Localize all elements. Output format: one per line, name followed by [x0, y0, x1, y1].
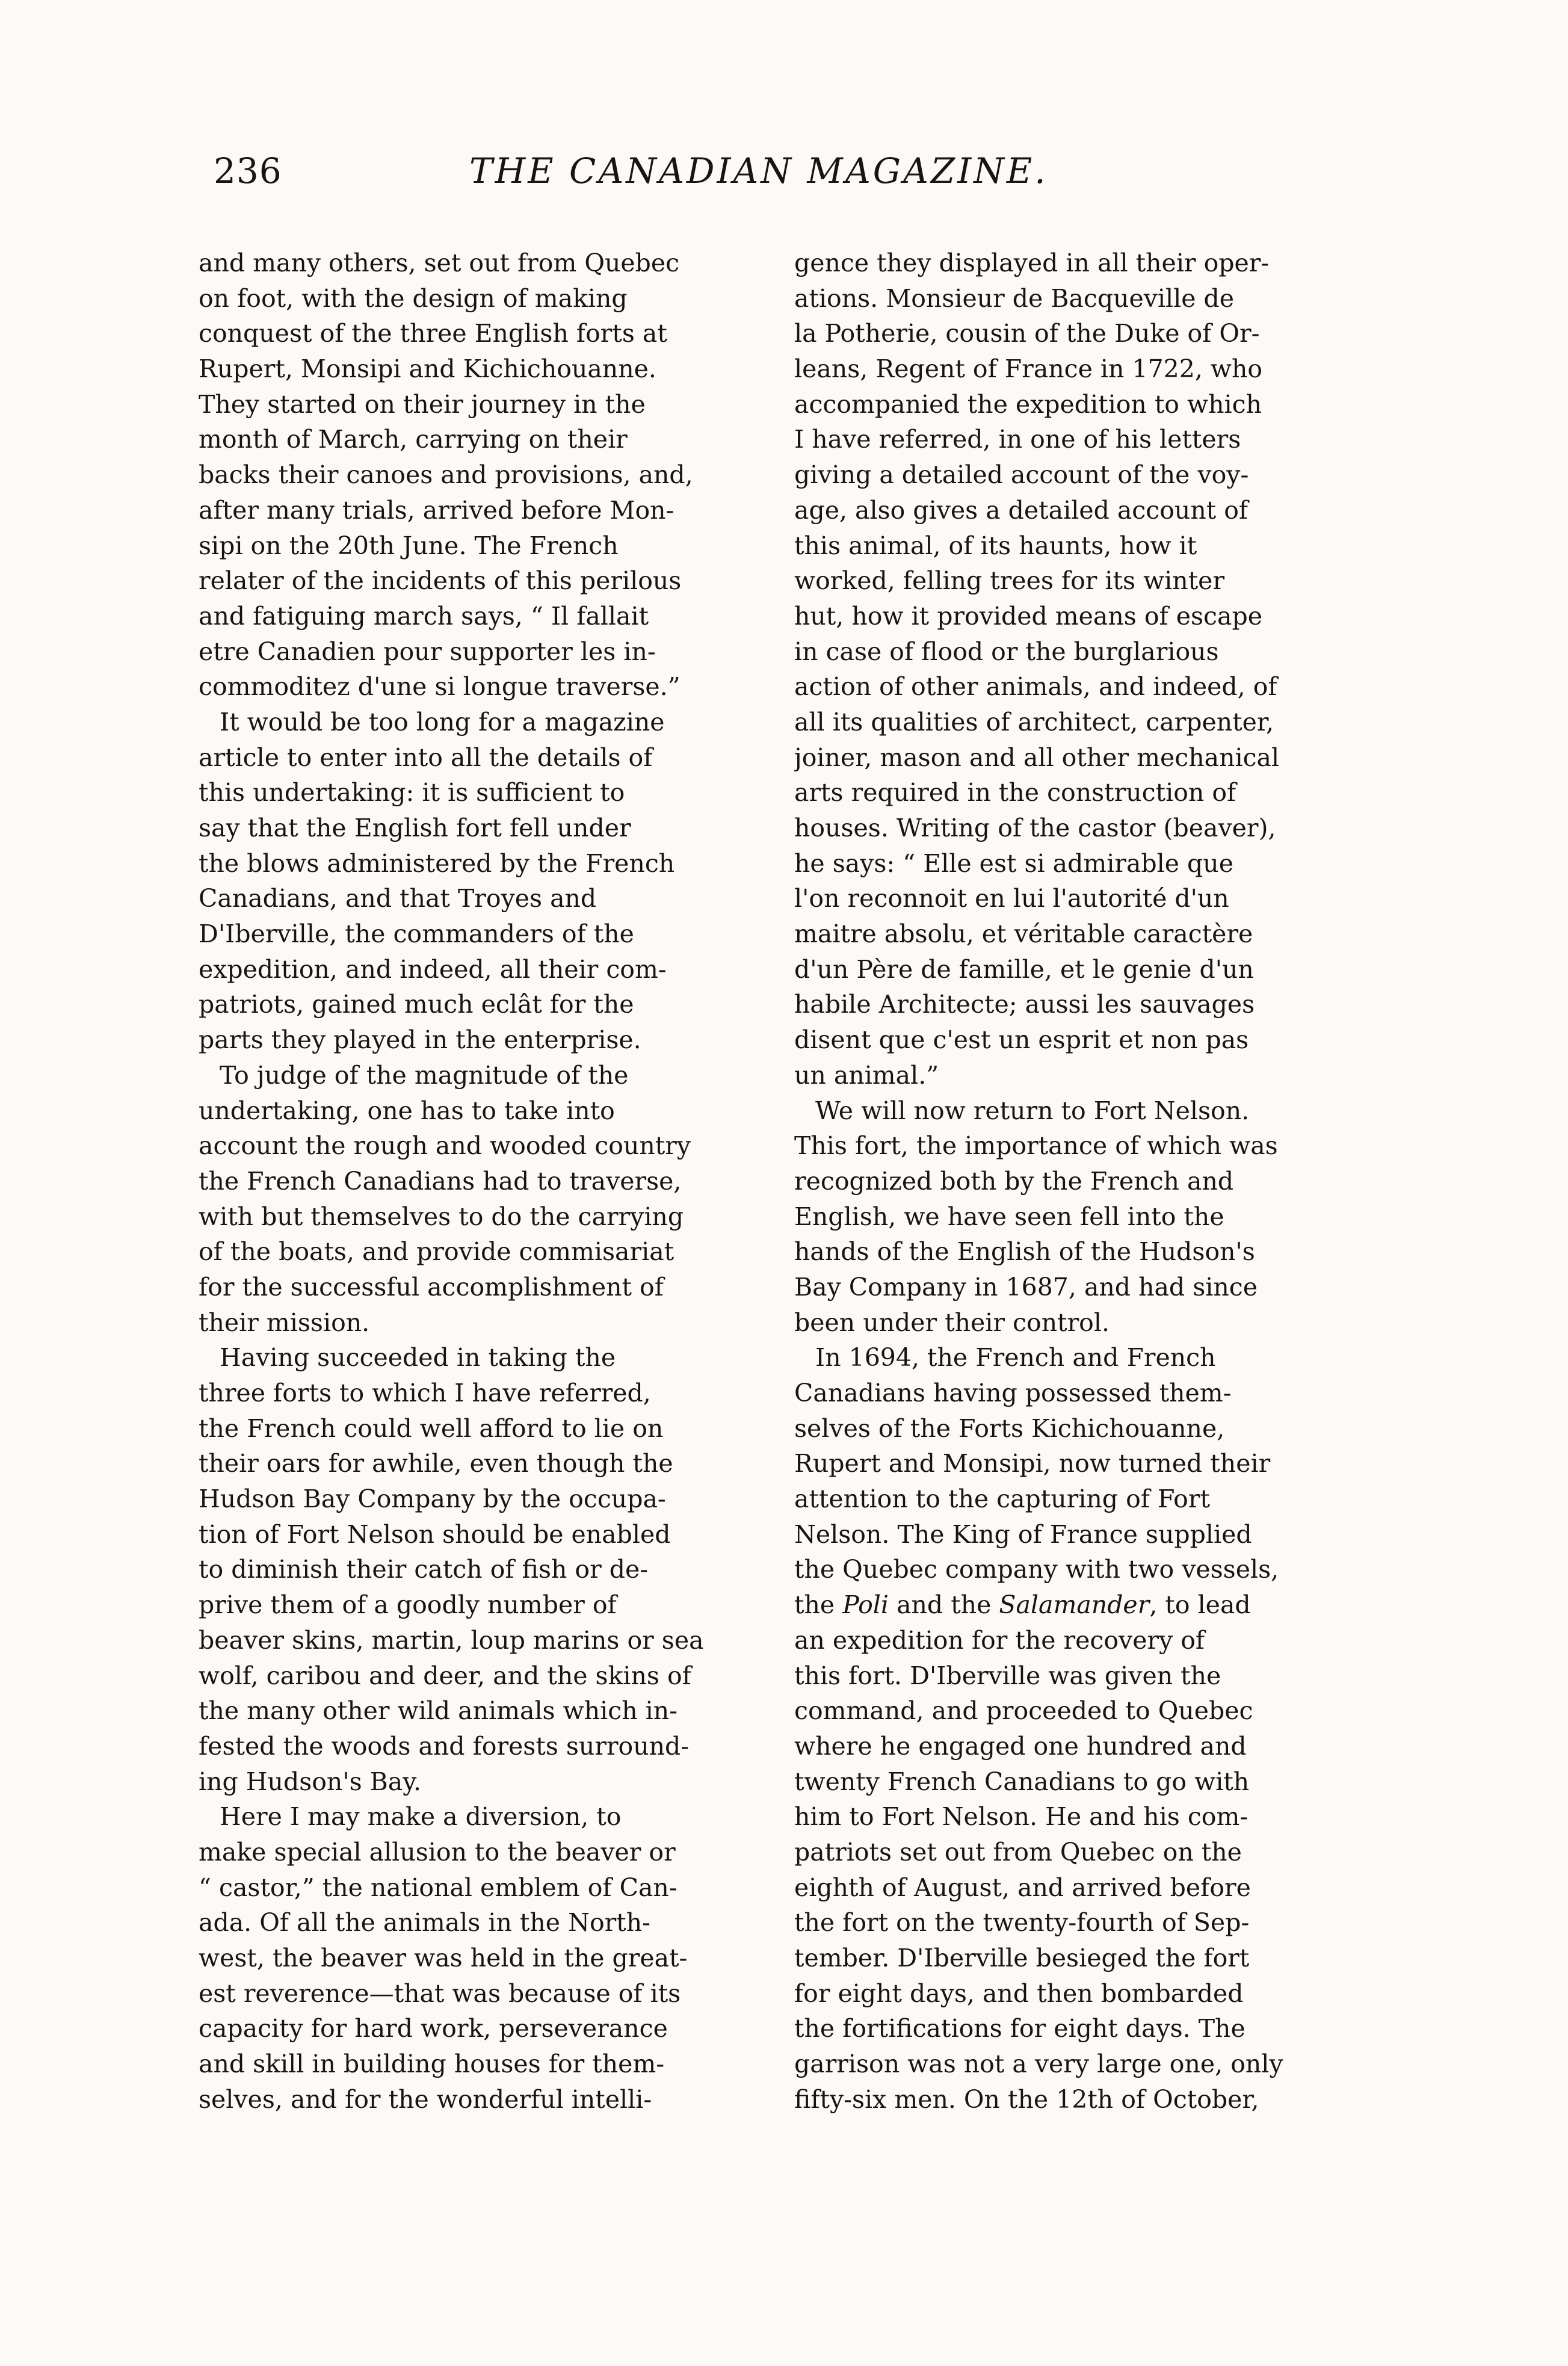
text-line: of the boats, and provide commisariat — [199, 1237, 674, 1267]
text-line: all its qualities of architect, carpenter, — [794, 707, 1274, 737]
text-line: undertaking, one has to take into — [199, 1096, 615, 1125]
text-line: and skill in building houses for them- — [199, 2049, 665, 2079]
text-line: the fort on the twenty-fourth of Sep- — [794, 1908, 1250, 1938]
text-line: in case of flood or the burglarious — [794, 637, 1219, 666]
text-line: This fort, the importance of which was — [794, 1131, 1278, 1161]
text-line: They started on their journey in the — [199, 389, 646, 419]
text-line: capacity for hard work, perseverance — [199, 2014, 668, 2043]
text-line: giving a detailed account of the voy- — [794, 460, 1249, 490]
text-line: beaver skins, martin, loup marins or sea — [199, 1625, 704, 1655]
text-line: ations. Monsieur de Bacqueville de — [794, 283, 1235, 313]
text-line: We will now return to Fort Nelson. — [815, 1096, 1250, 1125]
text-line: their oars for awhile, even though the — [199, 1449, 673, 1478]
text-line: Hudson Bay Company by the occupa- — [199, 1484, 666, 1514]
text-line: English, we have seen fell into the — [794, 1202, 1224, 1231]
text-line: this animal, of its haunts, how it — [794, 531, 1197, 560]
text-line: the Quebec company with two vessels, — [794, 1555, 1279, 1584]
text-line: patriots set out from Quebec on the — [794, 1837, 1242, 1867]
text-line: make special allusion to the beaver or — [199, 1837, 676, 1867]
text-line: hut, how it provided means of escape — [794, 601, 1262, 631]
text-line: un animal.” — [794, 1060, 939, 1090]
text-line: and many others, set out from Quebec — [199, 249, 680, 277]
text-line: I have referred, in one of his letters — [794, 425, 1241, 454]
text-line: Nelson. The King of France supplied — [794, 1519, 1252, 1549]
text-line: Having succeeded in taking the — [220, 1343, 616, 1373]
text-line: sipi on the 20th June. The French — [199, 531, 619, 560]
text-line: la Potherie, cousin of the Duke of Or- — [794, 319, 1260, 348]
text-line: leans, Regent of France in 1722, who — [794, 354, 1263, 384]
text-line: selves, and for the wonderful intelli- — [199, 2084, 652, 2114]
text-line: houses. Writing of the castor (beaver), — [794, 814, 1276, 842]
text-line: he says: “ Elle est si admirable que — [794, 848, 1233, 878]
text-line: on foot, with the design of making — [199, 283, 628, 313]
text-line: attention to the capturing of Fort — [794, 1484, 1210, 1514]
text-line: It would be too long for a magazine — [220, 707, 665, 737]
text-line: maitre absolu, et véritable caractère — [794, 919, 1253, 949]
text-line: Here I may make a diversion, to — [220, 1802, 622, 1832]
text-line: fested the woods and forests surround- — [199, 1731, 690, 1761]
text-line: “ castor,” the national emblem of Can- — [199, 1873, 678, 1902]
text-line: est reverence—that was because of its — [199, 1978, 681, 2008]
text-line: ada. Of all the animals in the North- — [199, 1908, 650, 1938]
text-line: parts they played in the enterprise. — [199, 1025, 641, 1055]
text-line: d'un Père de famille, et le genie d'un — [794, 954, 1254, 984]
text-line: garrison was not a very large one, only — [794, 2049, 1283, 2079]
text-line: Canadians having possessed them- — [794, 1379, 1232, 1407]
text-line: west, the beaver was held in the great- — [199, 1944, 688, 1972]
text-line: expedition, and indeed, all their com- — [199, 954, 667, 984]
text-line: disent que c'est un esprit et non pas — [794, 1025, 1249, 1055]
page-number: 236 — [214, 150, 282, 191]
text-line: backs their canoes and provisions, and, — [199, 460, 693, 490]
text-line: To judge of the magnitude of the — [220, 1060, 629, 1090]
text-line: ing Hudson's Bay. — [199, 1767, 422, 1796]
text-line: the many other wild animals which in- — [199, 1696, 678, 1726]
text-line: with but themselves to do the carrying — [199, 1202, 684, 1231]
text-line: relater of the incidents of this perilous — [199, 566, 682, 596]
text-line: for eight days, and then bombarded — [794, 1978, 1244, 2008]
text-line: the blows administered by the French — [199, 848, 675, 878]
text-line: their mission. — [199, 1308, 370, 1337]
text-line: him to Fort Nelson. He and his com- — [794, 1802, 1249, 1832]
text-line: accompanied the expedition to which — [794, 389, 1262, 419]
text-line: after many trials, arrived before Mon- — [199, 495, 674, 525]
text-line: arts required in the construction of — [794, 778, 1236, 808]
text-line: twenty French Canadians to go with — [794, 1767, 1250, 1796]
text-line: action of other animals, and indeed, of — [794, 672, 1277, 702]
text-line: commoditez d'une si longue traverse.” — [199, 672, 681, 702]
text-line: Rupert and Monsipi, now turned their — [794, 1449, 1271, 1478]
text-line: habile Architecte; aussi les sauvages — [794, 990, 1255, 1019]
text-line: fifty-six men. On the 12th of October, — [794, 2084, 1259, 2114]
running-title: THE CANADIAN MAGAZINE. — [469, 150, 1048, 191]
text-line: for the successful accomplishment of — [199, 1272, 664, 1302]
text-line: month of March, carrying on their — [199, 425, 628, 454]
text-line: account the rough and wooded country — [199, 1131, 691, 1161]
text-line: this undertaking: it is sufficient to — [199, 778, 625, 808]
text-line: command, and proceeded to Quebec — [794, 1696, 1253, 1726]
text-line: Canadians, and that Troyes and — [199, 884, 597, 913]
text-line: say that the English fort fell under — [199, 814, 631, 842]
text-line: tember. D'Iberville besieged the fort — [794, 1944, 1250, 1972]
text-line: eighth of August, and arrived before — [794, 1873, 1251, 1902]
left-column — [199, 246, 776, 2117]
text-line: Bay Company in 1687, and had since — [794, 1272, 1258, 1302]
text-line: recognized both by the French and — [794, 1166, 1234, 1196]
text-line: age, also gives a detailed account of — [794, 495, 1249, 525]
text-line: and fatiguing march says, “ Il fallait — [199, 601, 649, 631]
text-line: hands of the English of the Hudson's — [794, 1237, 1255, 1267]
text-line: etre Canadien pour supporter les in- — [199, 637, 656, 666]
text-line: D'Iberville, the commanders of the — [199, 919, 634, 949]
text-line: selves of the Forts Kichichouanne, — [794, 1413, 1225, 1443]
text-line: been under their control. — [794, 1308, 1110, 1337]
text-line: conquest of the three English forts at — [199, 319, 667, 348]
text-line: patriots, gained much eclât for the — [199, 990, 634, 1019]
text-line: worked, felling trees for its winter — [794, 566, 1225, 596]
text-line: Rupert, Monsipi and Kichichouanne. — [199, 354, 656, 384]
text-line: gence they displayed in all their oper- — [794, 249, 1270, 277]
text-line: article to enter into all the details of — [199, 743, 653, 772]
text-line: this fort. D'Iberville was given the — [794, 1661, 1221, 1690]
text-line: to diminish their catch of fish or de- — [199, 1555, 649, 1584]
text-line: In 1694, the French and French — [815, 1343, 1216, 1373]
right-column — [794, 246, 1372, 2117]
text-line: prive them of a goodly number of — [199, 1590, 617, 1620]
text-line: the French Canadians had to traverse, — [199, 1166, 682, 1196]
text-line: wolf, caribou and deer, and the skins of — [199, 1661, 691, 1690]
text-line: three forts to which I have referred, — [199, 1379, 651, 1407]
text-line: the Poli and the Salamander, to lead — [794, 1590, 1251, 1620]
text-line: where he engaged one hundred and — [794, 1731, 1247, 1761]
text-line: joiner, mason and all other mechanical — [794, 743, 1280, 772]
text-line: the fortifications for eight days. The — [794, 2014, 1245, 2043]
text-line: l'on reconnoit en lui l'autorité d'un — [794, 884, 1229, 913]
text-line: an expedition for the recovery of — [794, 1625, 1205, 1655]
text-line: tion of Fort Nelson should be enabled — [199, 1519, 671, 1549]
text-line: the French could well afford to lie on — [199, 1413, 664, 1443]
